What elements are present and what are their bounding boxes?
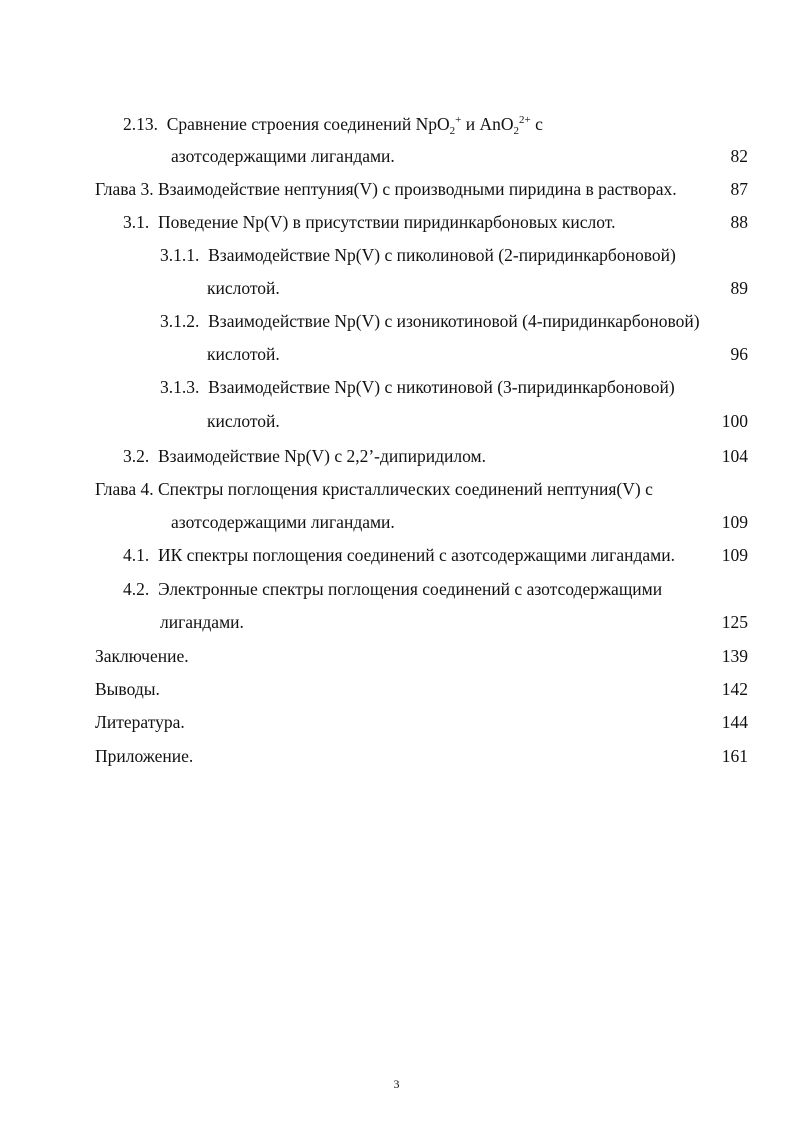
toc-chapter-4-title: Глава 4. Спектры поглощения кристаллических соединений нептуния(V) с [95, 479, 653, 499]
toc-entry-number: 3.1. [123, 212, 150, 232]
toc-page-number: 88 [730, 212, 748, 232]
toc-entry-number: 3.1.1. [160, 245, 200, 265]
toc-entry-title: Взаимодействие Np(V) с пиколиновой (2-пиридинкарбоновой) [208, 245, 676, 265]
toc-entry-continuation: лигандами. [160, 612, 244, 632]
toc-entry-3-1-1 [160, 247, 676, 265]
toc-entry-continuation: кислотой. [207, 411, 280, 431]
toc-entry-continuation: кислотой. [207, 278, 280, 298]
toc-entry-number: 3.1.2. [160, 311, 200, 331]
toc-entry-title: ИК спектры поглощения соединений с азотсодержащими лигандами. [158, 545, 675, 565]
toc-page-number: 96 [730, 344, 748, 364]
toc-page-number: 109 [721, 512, 748, 532]
toc-page-number: 82 [730, 146, 748, 166]
toc-literature-title: Литература. [95, 712, 185, 732]
toc-entry-title: Сравнение строения соединений NpO$_2$+ и AnO$_2^{2+}$ с [166, 114, 543, 137]
toc-entry-number: 4.2. [123, 579, 150, 599]
toc-entry-3-1-2 [160, 313, 700, 331]
toc-entry-title: Взаимодействие Np(V) с никотиновой (3-пиридинкарбоновой) [208, 377, 675, 397]
toc-entry-3-2 [123, 448, 486, 466]
toc-page-number: 161 [721, 746, 748, 766]
toc-chapter-3-title: Глава 3. Взаимодействие нептуния(V) с производными пиридина в растворах. [95, 179, 677, 199]
toc-entry-2-13 [123, 114, 543, 137]
toc-page-number: 144 [721, 712, 748, 732]
toc-page-number: 87 [730, 179, 748, 199]
toc-entry-number: 4.1. [123, 545, 150, 565]
toc-page-number: 104 [721, 446, 748, 466]
toc-entry-4-2 [123, 581, 662, 599]
toc-entry-continuation: азотсодержащими лигандами. [171, 146, 395, 166]
toc-page-number: 142 [721, 679, 748, 699]
toc-entry-title: Взаимодействие Np(V) с изоникотиновой (4-пиридинкарбоновой) [208, 311, 700, 331]
toc-findings-title: Выводы. [95, 679, 160, 699]
toc-entry-3-1-3 [160, 379, 675, 397]
toc-entry-number: 3.1.3. [160, 377, 200, 397]
toc-entry-number: 2.13. [123, 114, 158, 134]
toc-page-number: 89 [730, 278, 748, 298]
toc-entry-number: 3.2. [123, 446, 150, 466]
toc-entry-title: Поведение Np(V) в присутствии пиридинкарбоновых кислот. [158, 212, 616, 232]
toc-entry-3-1 [123, 214, 615, 232]
toc-page-number: 139 [721, 646, 748, 666]
page-number-footer: 3 [393, 1077, 400, 1091]
toc-entry-title: Взаимодействие Np(V) с 2,2’-дипиридилом. [158, 446, 486, 466]
toc-entry-title: Электронные спектры поглощения соединений с азотсодержащими [158, 579, 663, 599]
toc-page-number: 125 [721, 612, 748, 632]
toc-entry-continuation: кислотой. [207, 344, 280, 364]
toc-page-number: 100 [721, 411, 748, 431]
toc-entry-continuation: азотсодержащими лигандами. [171, 512, 395, 532]
toc-entry-4-1 [123, 547, 675, 565]
toc-appendix-title: Приложение. [95, 746, 194, 766]
toc-conclusion-title: Заключение. [95, 646, 189, 666]
toc-page-number: 109 [721, 545, 748, 565]
